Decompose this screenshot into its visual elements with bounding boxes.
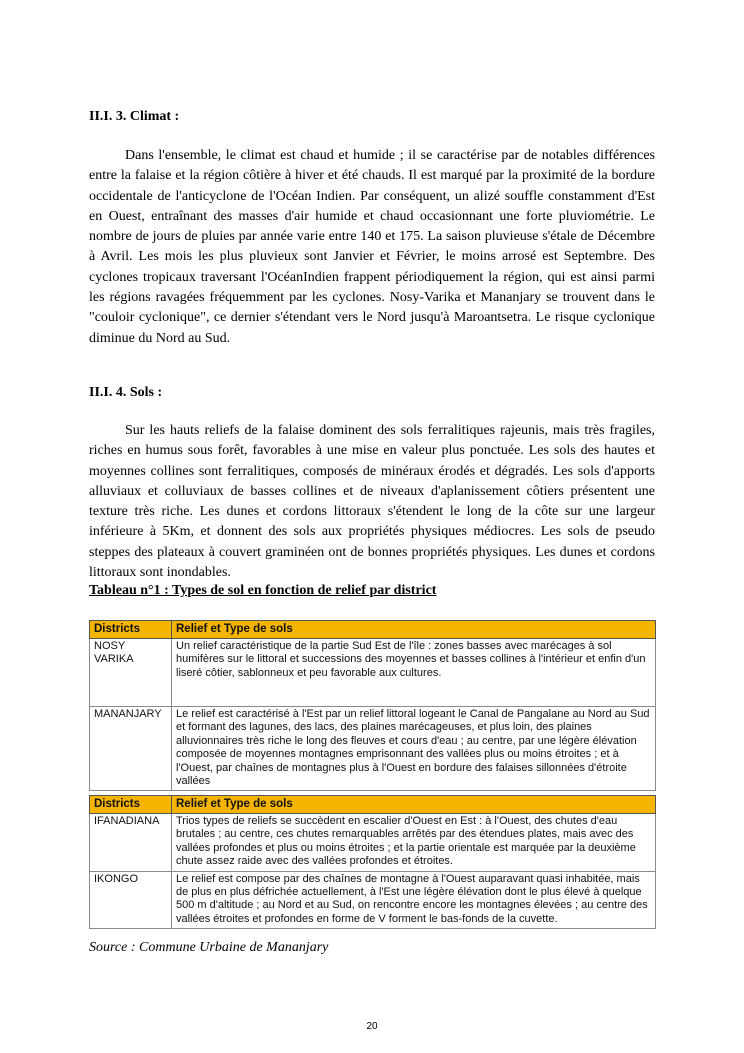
column-header-districts: Districts	[90, 621, 172, 639]
column-header-relief: Relief et Type de sols	[172, 796, 656, 814]
relief-cell: Trios types de reliefs se succèdent en escalier d'Ouest en Est : à l'Ouest, des chutes d'eau brutales ; au centre, ces chutes remarquables arrêtés par des étendues plates, mais avec des vallées profondes et plus ou moins étroites ; et la partie orientale est marquée par la deuxième chute assez raide avec des vallées profondes et étroites.	[172, 814, 656, 872]
soil-table-2	[89, 795, 656, 929]
district-cell: IFANADIANA	[90, 814, 172, 872]
table-header-row	[90, 621, 656, 639]
district-cell: IKONGO	[90, 871, 172, 929]
column-header-relief: Relief et Type de sols	[172, 621, 656, 639]
district-cell: NOSY VARIKA	[90, 639, 172, 707]
sols-heading: II.I. 4. Sols :	[89, 385, 163, 400]
climat-paragraph: Dans l'ensemble, le climat est chaud et humide ; il se caractérise par de notables différences entre la falaise et la région côtière à hiver et été chauds. Il est marqué par la proximité de la bordure occidentale de l'anticyclone de l'Océan Indien. Par conséquent, un alizé souffle constamment d'Est en Ouest, entraînant des masses d'air humide et chaud occasionnant une forte pluviométrie. Le nombre de jours de pluies par année varie entre 140 et 175. La saison pluvieuse s'étale de Décembre à Avril. Les mois les plus pluvieux sont Janvier et Février, le moins arrosé est Septembre. Des cyclones tropicaux traversant l'OcéanIndien frappent périodiquement la région, qui est ainsi parmi les régions ravagées fréquemment par les cyclones. Nosy-Varika et Mananjary se trouvent dans le "couloir cyclonique", ce dernier s'étendant vers le Nord jusqu'à Maroantsetra. Le risque cyclonique diminue du Nord au Sud.	[89, 148, 655, 346]
district-cell: MANANJARY	[90, 707, 172, 791]
table-caption: Tableau n°1 : Types de sol en fonction de relief par district	[89, 583, 437, 598]
table-row	[90, 639, 656, 707]
climat-heading: II.I. 3. Climat :	[89, 109, 180, 124]
relief-cell: Un relief caractéristique de la partie Sud Est de l'île : zones basses avec marécages à sol humifères sur le littoral et successions des moyennes et basses collines à l'intérieur et enfin d'un liseré côtier, sablonneux et peu favorable aux cultures.	[172, 639, 656, 707]
table-row	[90, 814, 656, 872]
table-header-row	[90, 796, 656, 814]
page-number: 20	[366, 1021, 378, 1032]
column-header-districts: Districts	[90, 796, 172, 814]
table-row	[90, 871, 656, 929]
sols-paragraph: Sur les hauts reliefs de la falaise dominent des sols ferralitiques rajeunis, mais très fragiles, riches en humus sous forêt, favorables à une mise en valeur plus ponctuée. Les sols des hautes et moyennes collines sont ferralitiques, composés de minéraux érodés et dégradés. Les sols d'apports alluviaux et colluviaux de basses collines et de niveaux d'aplanissement côtiers présentent une texture très riche. Les dunes et cordons littoraux s'étendent le long de la côte sur une largeur inférieure à 5Km, et donnent des sols aux propriétés physiques médiocres. Les sols de pseudo steppes des plateaux à couvert graminéen ont de bonnes propriétés physiques. Les dunes et cordons littoraux sont inondables.	[89, 423, 655, 581]
relief-cell: Le relief est compose par des chaînes de montagne à l'Ouest auparavant quasi inhabitée, mais de plus en plus défrichée actuellement, à l'Est une légère élévation dont le plus élevé à quelque 500 m d'altitude ; au Nord et au Sud, on rencontre encore les montagnes élevées ; au centre des vallées étroites et profondes en forme de V forment le bas-fonds de la cuvette.	[172, 871, 656, 929]
table-row	[90, 707, 656, 791]
relief-cell: Le relief est caractérisé à l'Est par un relief littoral logeant le Canal de Pangalane au Nord au Sud et formant des lagunes, des lacs, des plaines marécageuses, et plus loin, des plaines alluvionnaires très riche le long des fleuves et cours d'eau ; au centre, par une légère élévation composée de moyennes montagnes emprisonnant des vallées plus ou moins étroites ; et à l'Ouest, par chaînes de montagnes plus à l'Ouest en bordure des falaises sillonnées d'étroite vallées	[172, 707, 656, 791]
soil-table-1	[89, 620, 656, 791]
source-note: Source : Commune Urbaine de Mananjary	[89, 940, 329, 955]
